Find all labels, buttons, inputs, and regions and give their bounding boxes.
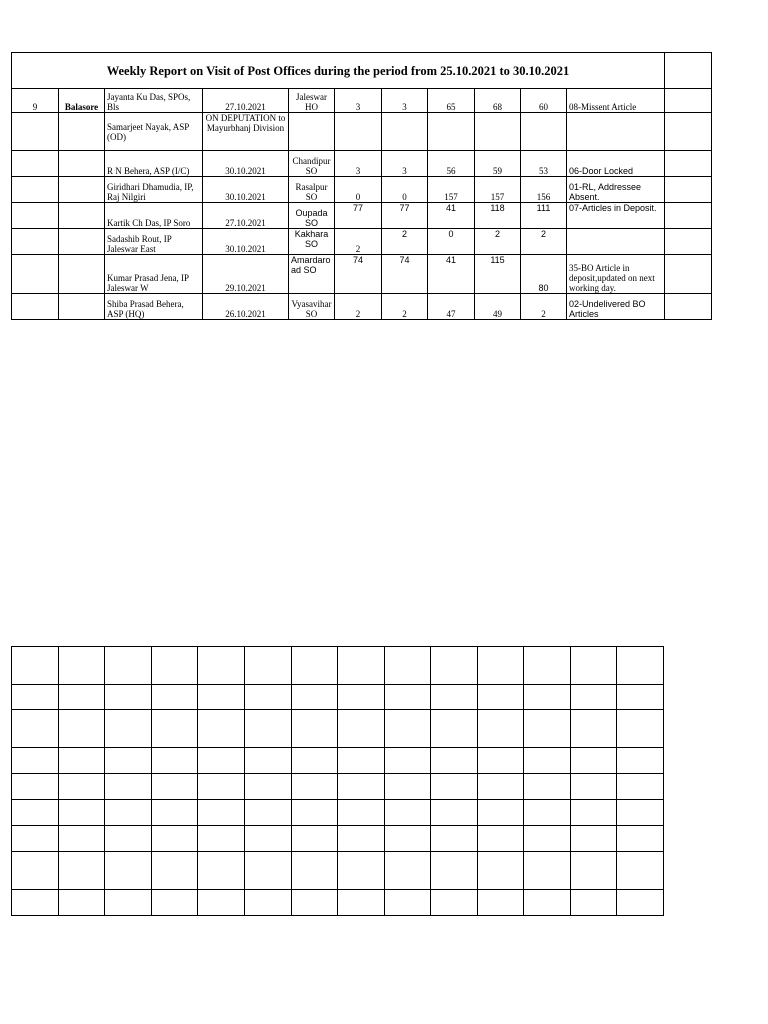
grid-cell bbox=[59, 800, 105, 826]
grid-cell bbox=[152, 748, 198, 774]
grid-cell bbox=[617, 647, 664, 685]
date-cell: 27.10.2021 bbox=[203, 89, 289, 113]
grid-cell bbox=[478, 826, 524, 852]
grid-cell bbox=[105, 852, 152, 890]
remarks-cell bbox=[567, 113, 665, 151]
grid-row bbox=[12, 710, 664, 748]
remarks-cell: 01-RL, Addressee Absent. bbox=[567, 177, 665, 203]
grid-cell bbox=[198, 647, 245, 685]
remarks-cell: 06-Door Locked bbox=[567, 151, 665, 177]
division-cell bbox=[59, 255, 105, 294]
grid-cell bbox=[292, 748, 338, 774]
grid-cell bbox=[292, 710, 338, 748]
grid-cell bbox=[524, 890, 571, 916]
grid-cell bbox=[478, 710, 524, 748]
grid-cell bbox=[12, 647, 59, 685]
value-cell: 2 bbox=[521, 294, 567, 320]
grid-cell bbox=[524, 685, 571, 710]
grid-cell bbox=[152, 852, 198, 890]
grid-cell bbox=[617, 774, 664, 800]
value-cell: 3 bbox=[382, 89, 428, 113]
grid-cell bbox=[12, 826, 59, 852]
value-cell: 2 bbox=[382, 229, 428, 255]
grid-cell bbox=[571, 647, 617, 685]
grid-cell bbox=[431, 890, 478, 916]
grid-row bbox=[12, 826, 664, 852]
grid-cell bbox=[338, 852, 385, 890]
grid-cell bbox=[59, 826, 105, 852]
division-cell bbox=[59, 177, 105, 203]
grid-cell bbox=[12, 710, 59, 748]
grid-cell bbox=[431, 748, 478, 774]
office-cell: Rasalpur SO bbox=[289, 177, 335, 203]
table-row bbox=[12, 203, 712, 229]
grid-cell bbox=[571, 774, 617, 800]
grid-cell bbox=[105, 890, 152, 916]
sl-cell bbox=[12, 113, 59, 151]
division-cell bbox=[59, 203, 105, 229]
grid-cell bbox=[478, 852, 524, 890]
value-cell: 49 bbox=[475, 294, 521, 320]
value-cell: 74 bbox=[335, 255, 382, 294]
grid-cell bbox=[431, 685, 478, 710]
grid-cell bbox=[385, 852, 431, 890]
grid-cell bbox=[292, 800, 338, 826]
grid-cell bbox=[478, 890, 524, 916]
value-cell: 3 bbox=[335, 151, 382, 177]
grid-cell bbox=[338, 710, 385, 748]
value-cell: 0 bbox=[382, 177, 428, 203]
remarks-cell: 35-BO Article in deposit,updated on next working day. bbox=[567, 255, 665, 294]
value-cell bbox=[382, 113, 428, 151]
grid-cell bbox=[431, 710, 478, 748]
officer-cell: R N Behera, ASP (I/C) bbox=[105, 151, 203, 177]
grid-cell bbox=[105, 774, 152, 800]
grid-cell bbox=[105, 685, 152, 710]
grid-cell bbox=[198, 774, 245, 800]
sl-cell bbox=[12, 203, 59, 229]
grid-cell bbox=[617, 852, 664, 890]
grid-cell bbox=[338, 890, 385, 916]
remarks-cell: 07-Articles in Deposit. bbox=[567, 203, 665, 229]
officer-cell: Samarjeet Nayak, ASP (OD) bbox=[105, 113, 203, 151]
remarks-cell: 08-Missent Article bbox=[567, 89, 665, 113]
grid-cell bbox=[617, 890, 664, 916]
grid-row bbox=[12, 774, 664, 800]
remarks-cell: 02-Undelivered BO Articles bbox=[567, 294, 665, 320]
grid-row bbox=[12, 852, 664, 890]
table-row bbox=[12, 151, 712, 177]
grid-cell bbox=[385, 800, 431, 826]
value-cell: 77 bbox=[382, 203, 428, 229]
grid-cell bbox=[59, 710, 105, 748]
grid-cell bbox=[478, 774, 524, 800]
value-cell: 118 bbox=[475, 203, 521, 229]
grid-cell bbox=[245, 748, 292, 774]
grid-cell bbox=[198, 890, 245, 916]
grid-cell bbox=[245, 710, 292, 748]
table-row bbox=[12, 177, 712, 203]
grid-cell bbox=[105, 826, 152, 852]
grid-cell bbox=[245, 852, 292, 890]
report-title-row bbox=[12, 53, 712, 89]
value-cell: 2 bbox=[521, 229, 567, 255]
grid-cell bbox=[12, 748, 59, 774]
grid-cell bbox=[245, 800, 292, 826]
grid-cell bbox=[338, 800, 385, 826]
value-cell: 41 bbox=[428, 203, 475, 229]
grid-cell bbox=[292, 685, 338, 710]
sl-cell bbox=[12, 255, 59, 294]
value-cell: 157 bbox=[428, 177, 475, 203]
weekly-report-table bbox=[11, 52, 712, 320]
office-cell: Vyasavihar SO bbox=[289, 294, 335, 320]
grid-cell bbox=[245, 826, 292, 852]
value-cell: 65 bbox=[428, 89, 475, 113]
grid-cell bbox=[12, 890, 59, 916]
value-cell: 77 bbox=[335, 203, 382, 229]
value-cell: 3 bbox=[335, 89, 382, 113]
date-cell: ON DEPUTATION to Mayurbhanj Division bbox=[203, 113, 289, 151]
sl-cell bbox=[12, 151, 59, 177]
grid-cell bbox=[617, 748, 664, 774]
grid-cell bbox=[385, 748, 431, 774]
value-cell: 0 bbox=[428, 229, 475, 255]
grid-cell bbox=[617, 800, 664, 826]
grid-cell bbox=[571, 748, 617, 774]
grid-cell bbox=[385, 826, 431, 852]
blank-cell bbox=[665, 229, 712, 255]
value-cell: 56 bbox=[428, 151, 475, 177]
officer-cell: Shiba Prasad Behera, ASP (HQ) bbox=[105, 294, 203, 320]
office-cell: Jaleswar HO bbox=[289, 89, 335, 113]
grid-cell bbox=[617, 685, 664, 710]
grid-cell bbox=[12, 774, 59, 800]
grid-cell bbox=[292, 774, 338, 800]
grid-cell bbox=[59, 647, 105, 685]
value-cell: 53 bbox=[521, 151, 567, 177]
grid-cell bbox=[59, 774, 105, 800]
value-cell: 41 bbox=[428, 255, 475, 294]
grid-cell bbox=[292, 647, 338, 685]
remarks-cell bbox=[567, 229, 665, 255]
grid-cell bbox=[431, 800, 478, 826]
grid-cell bbox=[431, 852, 478, 890]
value-cell: 0 bbox=[335, 177, 382, 203]
grid-cell bbox=[245, 647, 292, 685]
grid-cell bbox=[12, 800, 59, 826]
value-cell: 111 bbox=[521, 203, 567, 229]
grid-cell bbox=[617, 826, 664, 852]
title-blank-cell bbox=[665, 53, 712, 89]
grid-cell bbox=[245, 890, 292, 916]
officer-cell: Kumar Prasad Jena, IP Jaleswar W bbox=[105, 255, 203, 294]
division-cell bbox=[59, 294, 105, 320]
division-cell: Balasore bbox=[59, 89, 105, 113]
officer-cell: Giridhari Dhamudia, IP, Raj Nilgiri bbox=[105, 177, 203, 203]
grid-row bbox=[12, 890, 664, 916]
grid-cell bbox=[198, 685, 245, 710]
grid-cell bbox=[198, 826, 245, 852]
grid-cell bbox=[385, 685, 431, 710]
officer-cell: Sadashib Rout, IP Jaleswar East bbox=[105, 229, 203, 255]
value-cell bbox=[428, 113, 475, 151]
date-cell: 29.10.2021 bbox=[203, 255, 289, 294]
grid-cell bbox=[524, 748, 571, 774]
division-cell bbox=[59, 113, 105, 151]
grid-cell bbox=[478, 748, 524, 774]
date-cell: 30.10.2021 bbox=[203, 151, 289, 177]
office-cell: Amardaro ad SO bbox=[289, 255, 335, 294]
grid-cell bbox=[431, 826, 478, 852]
office-cell: Chandipur SO bbox=[289, 151, 335, 177]
grid-cell bbox=[524, 826, 571, 852]
grid-cell bbox=[152, 774, 198, 800]
grid-cell bbox=[385, 890, 431, 916]
grid-cell bbox=[198, 852, 245, 890]
value-cell: 3 bbox=[382, 151, 428, 177]
grid-cell bbox=[198, 800, 245, 826]
date-cell: 26.10.2021 bbox=[203, 294, 289, 320]
blank-cell bbox=[665, 177, 712, 203]
grid-cell bbox=[198, 748, 245, 774]
value-cell: 2 bbox=[335, 229, 382, 255]
grid-row bbox=[12, 685, 664, 710]
grid-cell bbox=[338, 647, 385, 685]
grid-cell bbox=[338, 774, 385, 800]
table-row bbox=[12, 229, 712, 255]
table-row bbox=[12, 89, 712, 113]
value-cell: 157 bbox=[475, 177, 521, 203]
grid-cell bbox=[338, 826, 385, 852]
grid-cell bbox=[478, 647, 524, 685]
grid-cell bbox=[617, 710, 664, 748]
grid-cell bbox=[524, 647, 571, 685]
blank-cell bbox=[665, 89, 712, 113]
grid-cell bbox=[152, 685, 198, 710]
grid-cell bbox=[59, 852, 105, 890]
value-cell: 60 bbox=[521, 89, 567, 113]
grid-cell bbox=[478, 685, 524, 710]
officer-cell: Jayanta Ku Das, SPOs, Bls bbox=[105, 89, 203, 113]
grid-cell bbox=[198, 710, 245, 748]
grid-cell bbox=[478, 800, 524, 826]
grid-cell bbox=[12, 685, 59, 710]
date-cell: 30.10.2021 bbox=[203, 177, 289, 203]
office-cell: Kakhara SO bbox=[289, 229, 335, 255]
grid-cell bbox=[385, 647, 431, 685]
grid-row bbox=[12, 800, 664, 826]
date-cell: 27.10.2021 bbox=[203, 203, 289, 229]
blank-cell bbox=[665, 255, 712, 294]
value-cell bbox=[335, 113, 382, 151]
value-cell bbox=[475, 113, 521, 151]
table-row bbox=[12, 255, 712, 294]
grid-cell bbox=[292, 852, 338, 890]
grid-cell bbox=[59, 748, 105, 774]
value-cell: 156 bbox=[521, 177, 567, 203]
office-cell: Oupada SO bbox=[289, 203, 335, 229]
grid-cell bbox=[152, 890, 198, 916]
grid-cell bbox=[431, 647, 478, 685]
grid-cell bbox=[152, 826, 198, 852]
grid-cell bbox=[105, 647, 152, 685]
grid-cell bbox=[105, 800, 152, 826]
grid-cell bbox=[152, 710, 198, 748]
value-cell: 59 bbox=[475, 151, 521, 177]
grid-cell bbox=[571, 800, 617, 826]
grid-cell bbox=[152, 800, 198, 826]
grid-cell bbox=[292, 890, 338, 916]
value-cell: 80 bbox=[521, 255, 567, 294]
grid-row bbox=[12, 647, 664, 685]
grid-cell bbox=[571, 685, 617, 710]
empty-grid-table bbox=[11, 646, 664, 916]
grid-cell bbox=[292, 826, 338, 852]
grid-cell bbox=[385, 710, 431, 748]
grid-cell bbox=[152, 647, 198, 685]
value-cell: 74 bbox=[382, 255, 428, 294]
division-cell bbox=[59, 151, 105, 177]
date-cell: 30.10.2021 bbox=[203, 229, 289, 255]
grid-cell bbox=[12, 852, 59, 890]
sl-cell: 9 bbox=[12, 89, 59, 113]
grid-cell bbox=[245, 774, 292, 800]
office-cell bbox=[289, 113, 335, 151]
blank-cell bbox=[665, 151, 712, 177]
grid-cell bbox=[105, 748, 152, 774]
blank-cell bbox=[665, 113, 712, 151]
value-cell bbox=[521, 113, 567, 151]
grid-cell bbox=[524, 774, 571, 800]
value-cell: 2 bbox=[382, 294, 428, 320]
grid-row bbox=[12, 748, 664, 774]
grid-cell bbox=[571, 852, 617, 890]
value-cell: 115 bbox=[475, 255, 521, 294]
grid-cell bbox=[571, 826, 617, 852]
officer-cell: Kartik Ch Das, IP Soro bbox=[105, 203, 203, 229]
sl-cell bbox=[12, 229, 59, 255]
grid-cell bbox=[524, 852, 571, 890]
empty-grid-body bbox=[12, 647, 664, 916]
value-cell: 2 bbox=[335, 294, 382, 320]
blank-cell bbox=[665, 203, 712, 229]
grid-cell bbox=[105, 710, 152, 748]
grid-cell bbox=[385, 774, 431, 800]
sl-cell bbox=[12, 177, 59, 203]
grid-cell bbox=[245, 685, 292, 710]
value-cell: 47 bbox=[428, 294, 475, 320]
report-title: Weekly Report on Visit of Post Offices during the period from 25.10.2021 to 30.10.2021 bbox=[12, 53, 665, 89]
grid-cell bbox=[59, 890, 105, 916]
table-row bbox=[12, 294, 712, 320]
grid-cell bbox=[338, 685, 385, 710]
grid-cell bbox=[571, 710, 617, 748]
value-cell: 68 bbox=[475, 89, 521, 113]
grid-cell bbox=[524, 800, 571, 826]
value-cell: 2 bbox=[475, 229, 521, 255]
grid-cell bbox=[571, 890, 617, 916]
division-cell bbox=[59, 229, 105, 255]
blank-cell bbox=[665, 294, 712, 320]
table-row bbox=[12, 113, 712, 151]
grid-cell bbox=[338, 748, 385, 774]
sl-cell bbox=[12, 294, 59, 320]
grid-cell bbox=[524, 710, 571, 748]
grid-cell bbox=[431, 774, 478, 800]
grid-cell bbox=[59, 685, 105, 710]
